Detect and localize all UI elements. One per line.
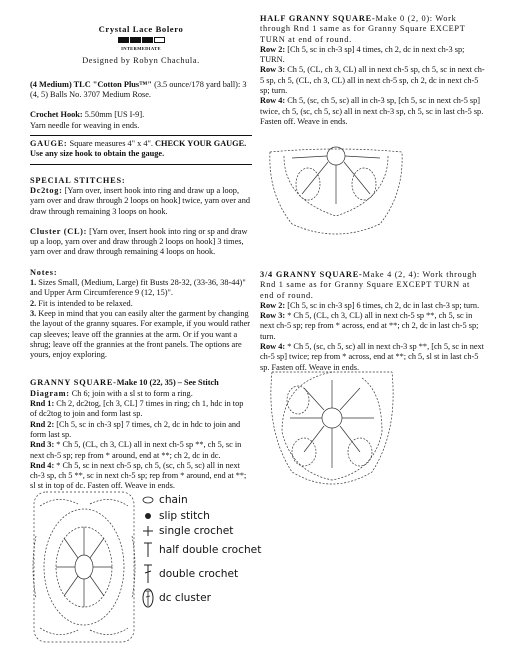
designer-credit: Designed by Robyn Chachula. xyxy=(82,55,200,65)
special-stitches-heading: SPECIAL STITCHES: xyxy=(30,175,126,185)
granny-round: Rnd 2: [Ch 5, sc in ch-3 sp] 7 times, ch 2, dc in hdc to join and form last sp. xyxy=(30,419,241,439)
chain-symbol-icon xyxy=(141,496,155,504)
skill-level-bars xyxy=(118,37,165,43)
skill-level xyxy=(30,37,252,54)
pattern-title: Crystal Lace Bolero xyxy=(98,24,184,34)
skill-bar-empty xyxy=(154,37,165,43)
skill-bar-filled xyxy=(130,37,141,43)
dc-cluster-symbol-icon xyxy=(141,588,155,608)
three-quarter-row: Row 3: * Ch 5, (CL, ch 3, CL) all in next ch-5 sp **, ch 5, sc in next ch-5 sp; rep from * across, end at **; ch 2, dc in last ch-5 sp; turn. xyxy=(260,311,479,341)
legend-item: chain xyxy=(141,494,188,506)
legend-item: single crochet xyxy=(141,525,233,537)
half-granny-heading: HALF GRANNY SQUARE-Make 0 (2, 0): Work through Rnd 1 same as for Granny Square EXCEPT TURN at end of round. xyxy=(260,14,466,44)
half-granny-row: Row 4: Ch 5, (sc, ch 5, sc) all in ch-3 sp, [ch 5, sc in next ch-5 sp] twice, ch 5, (sc, ch 5, sc) all in next ch-3 sp, ch 5, sc in last ch-5 sp. Fasten off. Weave in ends. xyxy=(260,96,484,126)
half-granny-diagram xyxy=(262,144,410,244)
three-quarter-row: Row 2: [Ch 5, sc in ch-3 sp] 6 times, ch 2, dc in last ch-3 sp; turn. xyxy=(260,300,480,310)
granny-round: Rnd 3: * Ch 5, (CL, ch 3, CL) all in next ch-5 sp **, ch 5, sc in next ch-5 sp; rep from * around, end at **; ch 2, dc in dc. xyxy=(30,440,242,460)
gauge-info: GAUGE: Square measures 4" x 4". CHECK YOUR GAUGE. xyxy=(30,139,247,149)
half-granny-row: Row 3: Ch 5, (CL, ch 3, CL) all in next ch-5 sp, ch 5, sc in next ch-5 sp, ch 5, (CL, ch 3, CL) all in next ch-5 sp, ch 2, dc in next ch-5 sp; turn. xyxy=(260,65,485,96)
right-column xyxy=(260,14,486,127)
three-quarter-heading: 3/4 GRANNY SQUARE-Make 4 (2, 4): Work through Rnd 1 same as for Granny Square EXCEPT TURN at end of round. xyxy=(260,270,478,300)
hook-info: Crochet Hook: 5.50mm [US I-9]. xyxy=(30,110,145,120)
granny-round: Rnd 1: Ch 2, dc2tog, [ch 3, CL] 7 times in ring; ch 1, hdc in top of dc2tog to join and form last sp. xyxy=(30,399,244,419)
gauge-note: Use any size hook to obtain the gauge. xyxy=(30,149,165,159)
skill-level-label: INTERMEDIATE xyxy=(121,46,161,52)
granny-heading: GRANNY SQUARE-Make 10 (22, 35) – See Stitch xyxy=(30,378,219,388)
left-column xyxy=(30,22,252,492)
legend-item: double crochet xyxy=(141,564,238,584)
half-double-crochet-symbol-icon xyxy=(141,542,155,558)
slip-stitch-symbol-icon xyxy=(141,512,155,520)
note-item: 2. Fit is intended to be relaxed. xyxy=(30,298,133,308)
skill-bar-filled xyxy=(118,37,129,43)
legend-item: half double crochet xyxy=(141,542,261,558)
note-item: 1. Sizes Small, (Medium, Large) fit Busts 28-32, (33-36, 38-44)" and Upper Arm Circumference 9 (12, 15)". xyxy=(30,278,246,298)
divider xyxy=(30,164,252,165)
cluster-definition: Cluster (CL): [Yarn over, Insert hook into ring or sp and draw up a loop, yarn over and draw through 2 loops on hook] 3 times, yarn over and draw through remaining 4 loops on hook. xyxy=(30,226,248,257)
single-crochet-symbol-icon xyxy=(141,525,155,537)
skill-bar-filled xyxy=(142,37,153,43)
three-quarter-section xyxy=(260,270,486,373)
half-granny-row: Row 2: [Ch 5, sc in ch-3 sp] 4 times, ch 2, dc in next ch-3 sp; TURN. xyxy=(260,44,465,65)
yarn-info: (4 Medium) TLC "Cotton Plus™" (3.5 ounce/178 yard ball): 3 (4, 5) Balls No. 3707 Medium Rose. xyxy=(30,79,247,100)
three-quarter-granny-diagram xyxy=(262,362,402,496)
legend-item: slip stitch xyxy=(141,510,210,522)
granny-diagram-line: Diagram: Ch 6; join with a sl st to form a ring. xyxy=(30,388,193,398)
divider xyxy=(30,135,252,136)
needle-info: Yarn needle for weaving in ends. xyxy=(30,120,140,130)
notes-heading: Notes: xyxy=(30,267,58,277)
three-quarter-row: Row 4: * Ch 5, (sc, ch 5, sc) all in next ch-3 sp **, [ch 5, sc in next ch-5 sp] twice; rep from * across, end at **; ch 5, sl st in last ch-5 sp. Fasten off. Weave in ends. xyxy=(260,342,484,372)
note-item: 3. Keep in mind that you can easily alter the garment by changing the layout of the granny squares. For example, if you would rather cap sleeves; leave off the grannies at the arm. Or if you want a shrug; leave off the grannies at the front panels. The options are yours, enjoy exploring. xyxy=(30,308,251,360)
dc2tog-definition: Dc2tog: [Yarn over, insert hook into ring and draw up a loop, yarn over and draw through 2 loops on hook] twice, yarn over and draw through remaining 3 loops on hook. xyxy=(30,185,251,216)
double-crochet-symbol-icon xyxy=(141,564,155,584)
granny-square-diagram xyxy=(28,486,140,650)
legend-item: dc cluster xyxy=(141,588,211,608)
granny-round: Rnd 4: * Ch 5, sc in next ch-5 sp, ch 5, (sc, ch 5, sc) all in next ch-3 sp, ch 5 **, sc in next ch-5 sp; rep from * around, end at **; sl st in top of dc. Fasten off. Weave in ends. xyxy=(30,460,247,491)
